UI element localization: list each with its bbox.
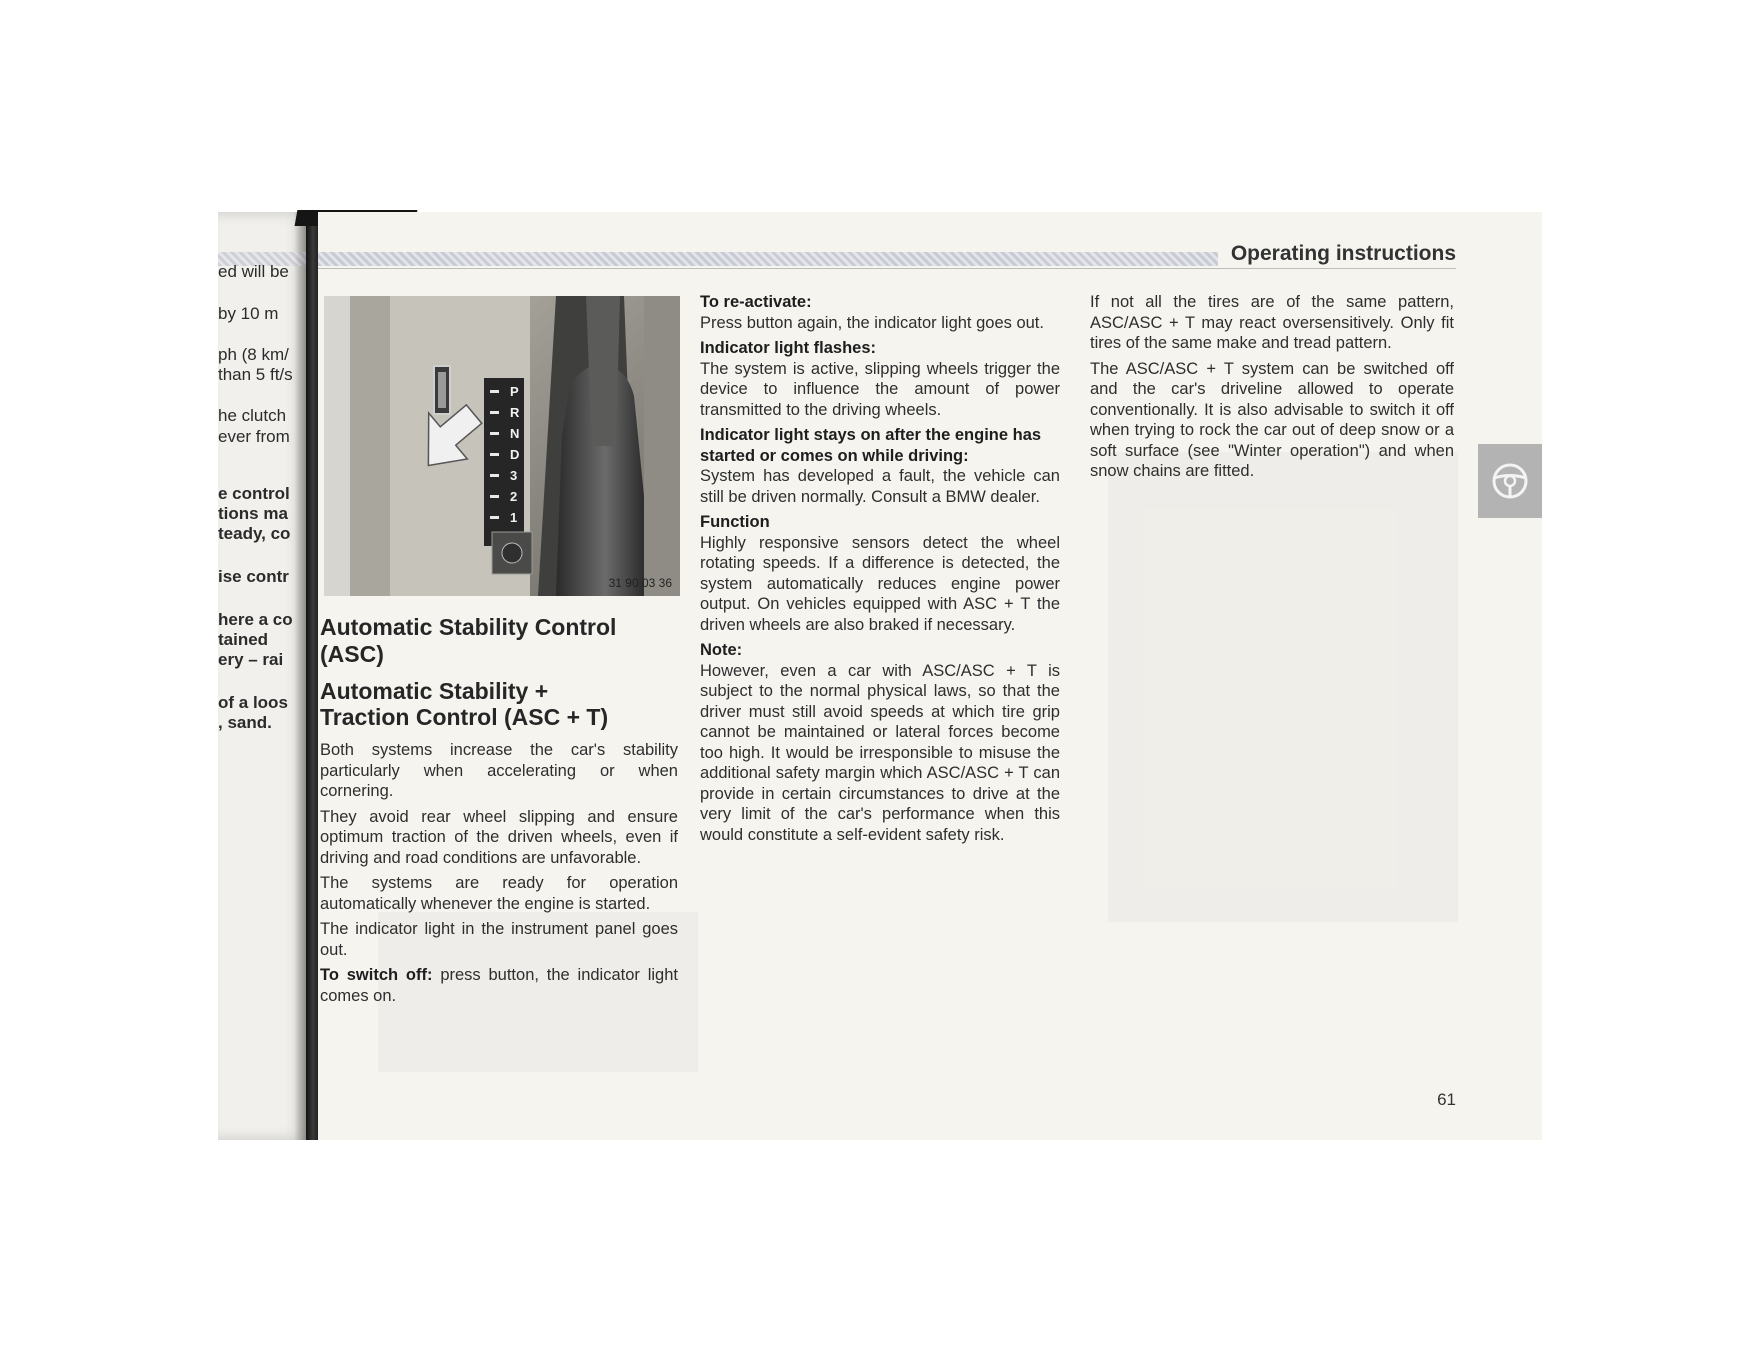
previous-page-fragment: e control <box>218 484 290 503</box>
gear-indicator-panel <box>484 378 524 546</box>
heading-asc-t-line1: Automatic Stability + <box>320 678 549 704</box>
previous-page-fragment: ery – rai <box>218 650 284 669</box>
gear-label: 3 <box>510 468 518 483</box>
column-asc-intro <box>320 614 678 1011</box>
previous-page-fragment: ise contr <box>218 567 289 586</box>
previous-page-fragment: tions ma <box>218 504 288 523</box>
previous-page-fragment: , sand. <box>218 713 272 732</box>
previous-page-fragment: by 10 m <box>218 304 279 323</box>
gear-label: D <box>510 447 520 462</box>
heading-asc-t-line2: Traction Control (ASC + T) <box>320 704 609 730</box>
steering-wheel-icon <box>1490 461 1530 501</box>
center-console-illustration <box>324 296 680 596</box>
previous-page-fragment: ever from <box>218 427 290 446</box>
gear-label: 1 <box>510 510 518 525</box>
paragraph-flashes: The system is active, slipping wheels trigger the device to influence the amount of power transmitted to the driving wheels. <box>700 359 1060 419</box>
switch-off-label: To switch off: <box>320 966 433 984</box>
page-number: 61 <box>1437 1090 1456 1109</box>
heading-note: Note: <box>700 641 743 659</box>
heading-function: Function <box>700 513 770 531</box>
gear-dash <box>490 411 499 414</box>
heading-asc: Automatic Stability Control (ASC) <box>320 614 617 667</box>
switch-off-text: press button, the indicator light comes on. <box>320 966 678 1005</box>
section-tab <box>1478 444 1542 518</box>
paragraph-stays-on: System has developed a fault, the vehicle can still be driven normally. Consult a BMW dealer. <box>700 467 1060 506</box>
gear-label: R <box>510 405 520 420</box>
previous-page-fragment: ph (8 km/ <box>218 345 289 364</box>
previous-page-fragment: ed will be <box>218 262 289 281</box>
heading-flashes: Indicator light flashes: <box>700 339 877 357</box>
paragraph-switch-off-use: The ASC/ASC + T system can be switched off and the car's driveline allowed to operate conventionally. It is also advisable to switch it off when trying to rock the car out of deep snow or a soft surface (see "Winter operation") and when snow chains are fitted. <box>1090 359 1454 480</box>
paragraph-note: However, even a car with ASC/ASC + T is subject to the normal physical laws, so that the driver must still avoid speeds at which tire grip cannot be maintained or lateral forces become too high. It would be irresponsible to misuse the additional safety margin which ASC/ASC + T can provide in certain circumstances to drive at the very limit of the car's performance when this would constitute a self-evident safety risk. <box>700 661 1060 844</box>
gear-dash <box>490 390 499 393</box>
photo-reference-code: 31 90 03 36 <box>608 576 672 590</box>
manual-page <box>318 212 1542 1140</box>
gear-dash <box>490 453 499 456</box>
header-rule <box>318 268 1456 269</box>
previous-page-fragment: tained <box>218 630 269 649</box>
heading-stays-on: Indicator light stays on after the engine has started or comes on while driving: <box>700 426 1042 465</box>
heading-reactivate: To re-activate: <box>700 293 812 311</box>
paragraph-reactivate: Press button again, the indicator light goes out. <box>700 313 1044 332</box>
previous-page-edge <box>218 212 308 1140</box>
heading-asc-t <box>320 678 678 730</box>
left-panel-strip <box>324 296 350 596</box>
gear-dash <box>490 432 499 435</box>
paragraph-switch-off <box>320 965 678 1006</box>
paragraph-tires: If not all the tires are of the same pattern, ASC/ASC + T may react oversensitively. Only fit tires of the same make and tread pattern. <box>1090 293 1454 352</box>
previous-page-fragment: of a loos <box>218 693 288 712</box>
paragraph-function: Highly responsive sensors detect the wheel rotating speeds. If a difference is detected, the system automatically reduces engine power output. On vehicles equipped with ASC + T the driven wheels are also braked if necessary. <box>700 533 1060 634</box>
gear-dash <box>490 495 499 498</box>
previous-page-fragment: he clutch <box>218 406 287 425</box>
mode-button-icon <box>502 543 522 563</box>
paragraph-stability: Both systems increase the car's stability particularly when accelerating or when cornering. <box>320 741 678 800</box>
previous-page-fragment: than 5 ft/s <box>218 365 293 384</box>
gear-dash <box>490 516 499 519</box>
header-pattern-band <box>318 252 1218 266</box>
column-tires <box>1090 292 1454 487</box>
previous-page-fragment: teady, co <box>218 524 291 543</box>
previous-page-fragment: here a co <box>218 610 293 629</box>
gear-label: N <box>510 426 520 441</box>
column-indicator <box>700 292 1060 850</box>
paragraph-indicator: The indicator light in the instrument panel goes out. <box>320 920 678 959</box>
section-title: Operating instructions <box>1230 242 1456 265</box>
gear-label: 2 <box>510 489 518 504</box>
paragraph-traction: They avoid rear wheel slipping and ensure optimum traction of the driven wheels, even if driving and road conditions are unfavorable. <box>320 807 678 867</box>
bleed-through-shading <box>1108 452 1458 922</box>
gear-label: P <box>510 384 519 399</box>
gear-dash <box>490 474 499 477</box>
paragraph-ready: The systems are ready for operation automatically whenever the engine is started. <box>320 874 678 913</box>
asc-button-photo <box>324 296 680 596</box>
